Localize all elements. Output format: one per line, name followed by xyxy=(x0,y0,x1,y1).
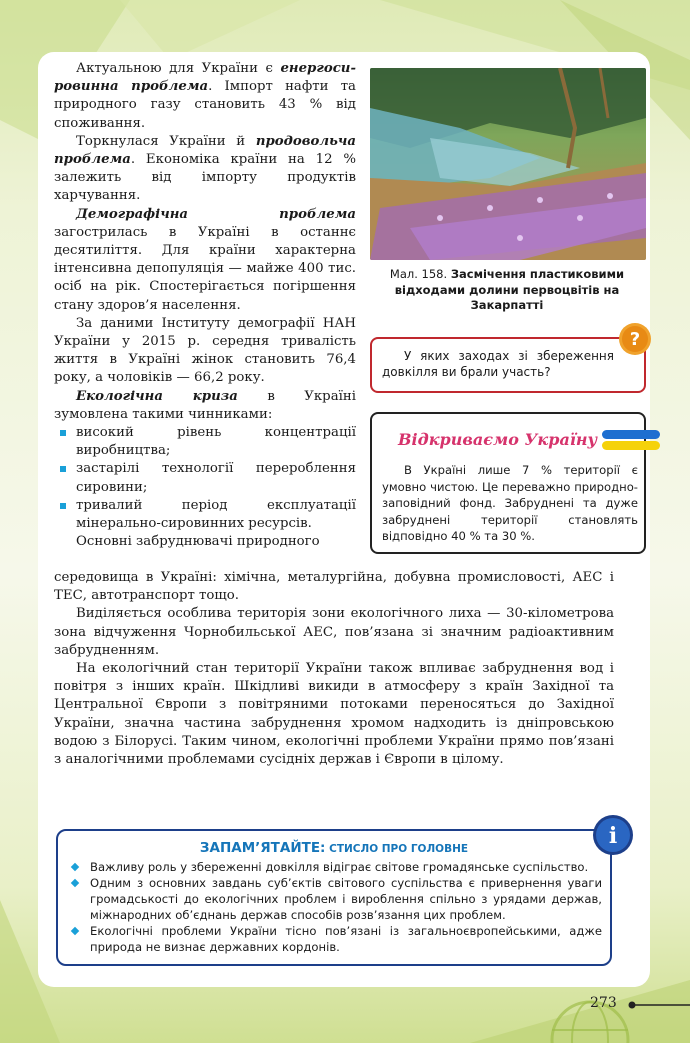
question-icon xyxy=(618,322,652,356)
list-item: високий рівень концентрації виробництва; xyxy=(54,424,356,460)
text-run: . Імпорт нафти та природного газу становить 43 % від споживання. xyxy=(54,79,356,131)
discover-ukraine-box xyxy=(370,412,646,554)
text-run: Актуальною для України є xyxy=(76,61,281,76)
svg-text:i: i xyxy=(608,823,618,849)
term-food-problem: продовольча проблема xyxy=(54,133,356,168)
figure-label: Мал. 158. xyxy=(389,267,451,281)
discover-paragraph: В Україні лише 7 % території є умовно чистою. Це переважно природно-заповідний фонд. Забруднені та дуже забруднені території становлять відповідно 40 % та 30 %. xyxy=(382,463,638,543)
paragraph-pollutants-start: Основні забруднювачі природного xyxy=(76,534,320,550)
paragraph-demographic xyxy=(54,206,356,315)
figure-caption xyxy=(372,267,642,314)
list-item: Одним з основних завдань суб’єктів світового суспільства є привернення уваги громадськості до екологічних проблем і вироблення спільно з урядами держав, міжнародних об’єднань держав способів розв’язання цих проблем. xyxy=(68,875,602,923)
term-energy-problem: енергосировинна проблема xyxy=(54,61,356,95)
list-item: застарілі технології перероблення сировини; xyxy=(54,460,356,496)
figure-photo xyxy=(370,68,646,260)
paragraph-pollutants-end: середовища в Україні: хімічна, металургійна, добувна промисловості, АЕС і ТЕС, автотранспорт тощо. xyxy=(54,570,614,604)
paragraph-food xyxy=(54,133,356,206)
text-run: загострилась в Україні в останнє десятиліття. Для країни характерна інтенсивна депопуляція — майже 400 тис. осіб на рік. Спостерігається погіршення стану здоров’я населення. xyxy=(54,224,356,313)
page-number-line xyxy=(628,1001,690,1009)
summary-title-main: ЗАПАМ’ЯТАЙТЕ: xyxy=(199,840,326,856)
paragraph-life-expectancy: За даними Інституту демографії НАН України у 2015 р. середня тривалість життя в Україні жінок становить 76,4 року, а чоловіків — 66,2 року. xyxy=(54,315,356,386)
summary-title-sub: СТИСЛО ПРО ГОЛОВНЕ xyxy=(325,843,469,855)
list-item: тривалий період експлуатації мінерально-сировинних ресурсів. xyxy=(54,497,356,533)
question-box xyxy=(370,337,646,393)
figure-caption-text: Засмічення пластиковими відходами долини первоцвітів на Закарпатті xyxy=(394,267,625,312)
question-text: У яких заходах зі збереження довкілля ви брали участь? xyxy=(382,349,614,379)
list-item: Важливу роль у збереженні довкілля відіграє світове громадянське суспільство. xyxy=(68,859,602,875)
crisis-factors-list xyxy=(54,424,356,533)
svg-text:?: ? xyxy=(629,329,641,350)
text-run: в Україні зумовлена такими чинниками: xyxy=(54,388,356,422)
paragraph-transboundary: На екологічний стан території України також впливає забруднення вод і повітря з інших країн. Шкідливі викиди в атмосферу з країн Західної та Центральної Європи з повітряними потоками переносяться до Західної України, значна частина забруднення хромом надходить із дніпровською водою з Білорусі. Таким чином, екологічні проблеми України прямо пов’язані з аналогічними проблемами сусідніх держав і Європи в цілому. xyxy=(54,661,614,768)
paragraph-energy xyxy=(54,60,356,133)
text-run: . Економіка країни на 12 % залежить від імпорту продуктів харчування. xyxy=(54,152,356,204)
ukraine-flag-icon xyxy=(602,426,660,454)
discover-text xyxy=(382,462,638,545)
left-column-text xyxy=(54,60,356,551)
paragraph-chornobyl: Виділяється особлива територія зони екологічного лиха — 30-кілометрова зона відчуження Чорнобильської АЕС, пов’язана зі значним радіоактивним забрудненням. xyxy=(54,606,614,658)
page-number: 273 xyxy=(590,995,617,1011)
list-item: Екологічні проблеми України тісно пов’язані із загальноєвропейськими, адже природа не визнає державних кордонів. xyxy=(68,923,602,955)
summary-list xyxy=(68,859,602,955)
discover-title: Відкриваємо Україну xyxy=(398,430,598,449)
full-width-text xyxy=(54,569,614,769)
summary-box xyxy=(56,829,612,966)
text-run: Торкнулася України й xyxy=(76,133,256,149)
term-demographic-problem: Демографічна проблема xyxy=(76,206,356,222)
summary-title xyxy=(58,840,610,856)
term-ecological-crisis: Екологічна криза xyxy=(76,388,238,404)
info-icon xyxy=(592,814,634,856)
paragraph-ecological-crisis xyxy=(54,388,356,424)
photo-illustration xyxy=(370,68,646,260)
